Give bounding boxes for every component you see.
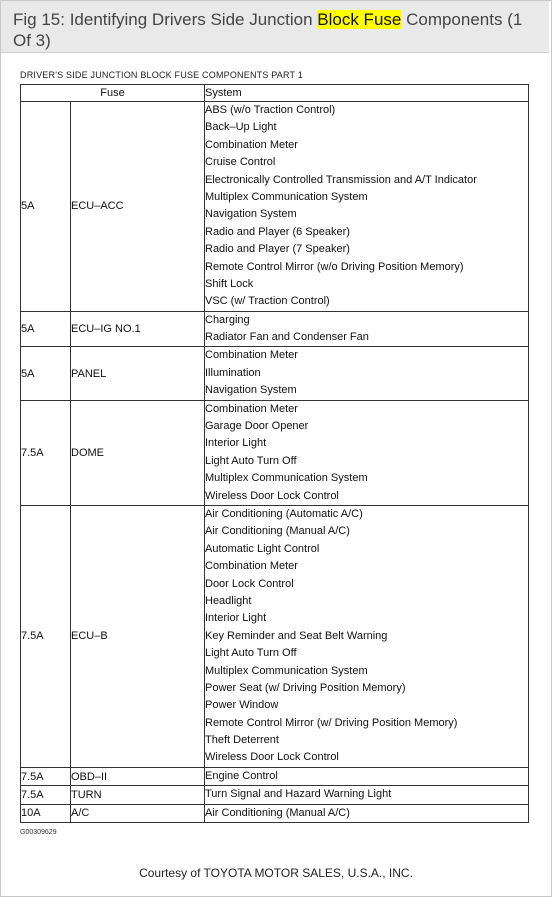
system-list <box>205 311 529 347</box>
fuse-name: ECU–B <box>71 505 205 767</box>
system-item: Navigation System <box>205 384 297 397</box>
column-header-system: System <box>205 85 529 102</box>
system-item: Illumination <box>205 366 261 379</box>
fuse-name: DOME <box>71 400 205 505</box>
fuse-name: PANEL <box>71 347 205 400</box>
system-item: Turn Signal and Hazard Warning Light <box>205 788 392 801</box>
column-header-fuse: Fuse <box>21 85 205 102</box>
system-item: Garage Door Opener <box>205 420 309 433</box>
figure-header <box>1 1 549 53</box>
system-item: Wireless Door Lock Control <box>205 489 339 502</box>
system-item: Wireless Door Lock Control <box>205 751 339 764</box>
title-prefix: Fig 15: Identifying Drivers Side Junction <box>13 10 318 29</box>
system-item: Engine Control <box>205 769 278 782</box>
system-item: Combination Meter <box>205 402 298 415</box>
system-item: Combination Meter <box>205 560 298 573</box>
fuse-name: A/C <box>71 804 205 822</box>
table-row <box>21 786 529 804</box>
system-list <box>205 505 529 767</box>
system-item: Remote Control Mirror (w/ Driving Position Memory) <box>205 716 458 729</box>
table-body <box>21 102 529 823</box>
fuse-amperage: 5A <box>21 311 71 347</box>
system-item: VSC (w/ Traction Control) <box>205 295 330 308</box>
fuse-table <box>20 84 529 823</box>
system-item: Combination Meter <box>205 138 298 151</box>
system-item: Light Auto Turn Off <box>205 454 297 467</box>
system-item: Multiplex Communication System <box>205 472 368 485</box>
table-row <box>21 505 529 767</box>
fuse-name: OBD–II <box>71 767 205 785</box>
system-list <box>205 804 529 822</box>
fuse-name: ECU–ACC <box>71 102 205 312</box>
table-row <box>21 311 529 347</box>
system-item: Air Conditioning (Manual A/C) <box>205 525 350 538</box>
fuse-amperage: 7.5A <box>21 400 71 505</box>
system-item: Radio and Player (6 Speaker) <box>205 225 350 238</box>
system-list <box>205 347 529 400</box>
system-item: Air Conditioning (Automatic A/C) <box>205 507 363 520</box>
system-item: Back–Up Light <box>205 121 277 134</box>
table-row <box>21 347 529 400</box>
system-item: Radio and Player (7 Speaker) <box>205 243 350 256</box>
system-item: Charging <box>205 313 250 326</box>
system-item: Interior Light <box>205 612 267 625</box>
system-item: Power Seat (w/ Driving Position Memory) <box>205 681 406 694</box>
table-caption: DRIVER'S SIDE JUNCTION BLOCK FUSE COMPONENTS PART 1 <box>20 70 303 80</box>
system-item: Radiator Fan and Condenser Fan <box>205 331 369 344</box>
table-row <box>21 804 529 822</box>
fuse-name: ECU–IG NO.1 <box>71 311 205 347</box>
system-list <box>205 767 529 785</box>
system-item: Headlight <box>205 594 252 607</box>
system-item: Door Lock Control <box>205 577 294 590</box>
system-item: Theft Deterrent <box>205 734 279 747</box>
system-item: Combination Meter <box>205 349 298 362</box>
fuse-amperage: 7.5A <box>21 767 71 785</box>
title-suffix: Components (1 Of 3) <box>13 10 523 50</box>
fuse-amperage: 5A <box>21 347 71 400</box>
system-list <box>205 400 529 505</box>
fuse-amperage: 5A <box>21 102 71 312</box>
system-item: Multiplex Communication System <box>205 190 368 203</box>
fuse-amperage: 7.5A <box>21 786 71 804</box>
system-item: Interior Light <box>205 437 267 450</box>
system-item: Automatic Light Control <box>205 542 320 555</box>
fuse-name: TURN <box>71 786 205 804</box>
system-item: Navigation System <box>205 208 297 221</box>
table-row <box>21 102 529 312</box>
system-item: ABS (w/o Traction Control) <box>205 104 336 116</box>
system-item: Multiplex Communication System <box>205 664 368 677</box>
courtesy-footer: Courtesy of TOYOTA MOTOR SALES, U.S.A., INC. <box>139 866 413 880</box>
system-item: Electronically Controlled Transmission and A/T Indicator <box>205 173 477 186</box>
system-item: Air Conditioning (Manual A/C) <box>205 806 350 819</box>
figure-title <box>13 9 541 51</box>
system-item: Cruise Control <box>205 156 276 169</box>
system-item: Shift Lock <box>205 277 254 290</box>
table-row <box>21 767 529 785</box>
table-header-row <box>21 85 529 102</box>
system-item: Light Auto Turn Off <box>205 647 297 660</box>
system-list <box>205 786 529 804</box>
image-code: G00309629 <box>20 829 57 836</box>
fuse-amperage: 7.5A <box>21 505 71 767</box>
fuse-amperage: 10A <box>21 804 71 822</box>
title-highlight: Block Fuse <box>317 10 402 29</box>
system-item: Power Window <box>205 699 279 712</box>
table-row <box>21 400 529 505</box>
system-list <box>205 102 529 312</box>
system-item: Remote Control Mirror (w/o Driving Position Memory) <box>205 260 464 273</box>
system-item: Key Reminder and Seat Belt Warning <box>205 629 388 642</box>
